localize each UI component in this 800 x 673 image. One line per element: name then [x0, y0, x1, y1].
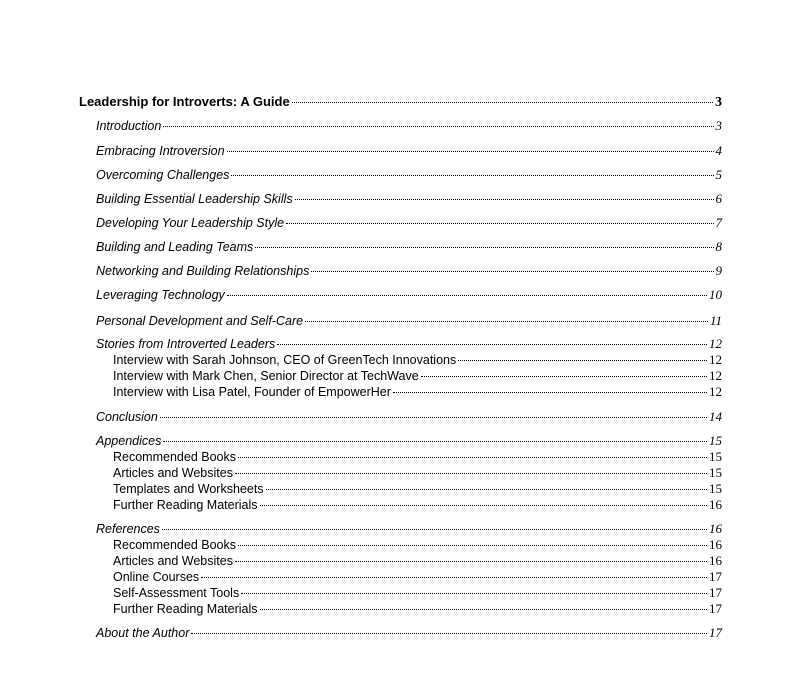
toc-entry-embracing-introversion[interactable] [96, 143, 722, 159]
toc-entry-leadership-style[interactable] [96, 215, 722, 231]
toc-entry-label: Networking and Building Relationships [96, 264, 310, 278]
toc-entry-label: Personal Development and Self-Care [96, 314, 304, 328]
toc-entry-label: Interview with Sarah Johnson, CEO of GreenTech Innovations [113, 353, 457, 367]
toc-subentry-reference-assessment[interactable] [113, 585, 722, 601]
dot-leader [292, 102, 713, 103]
dot-leader [235, 561, 707, 562]
dot-leader [238, 457, 707, 458]
toc-entry-page: 15 [709, 449, 722, 464]
toc-subentry-appendix-templates[interactable] [113, 481, 722, 497]
toc-entry-overcoming-challenges[interactable] [96, 167, 722, 183]
toc-entry-label: Building Essential Leadership Skills [96, 192, 293, 206]
toc-entry-label: Interview with Mark Chen, Senior Director at TechWave [113, 369, 419, 383]
toc-entry-leading-teams[interactable] [96, 239, 722, 255]
toc-entry-label: Embracing Introversion [96, 144, 225, 158]
dot-leader [266, 489, 707, 490]
toc-subentry-reference-books[interactable] [113, 537, 722, 553]
toc-entry-label: Articles and Websites [113, 554, 233, 568]
dot-leader [295, 199, 714, 200]
toc-entry-label: Leadership for Introverts: A Guide [79, 94, 290, 109]
toc-entry-label: Further Reading Materials [113, 602, 258, 616]
toc-entry-page: 15 [709, 481, 722, 496]
toc-entry-label: Developing Your Leadership Style [96, 216, 285, 230]
toc-entry-label: Interview with Lisa Patel, Founder of EmpowerHer [113, 385, 391, 399]
toc-entry-references[interactable] [96, 521, 722, 537]
dot-leader [255, 247, 713, 248]
toc-entry-label: Articles and Websites [113, 466, 233, 480]
toc-entry-page: 6 [715, 191, 722, 206]
toc-entry-label: Templates and Worksheets [113, 482, 264, 496]
toc-entry-page: 16 [709, 521, 722, 536]
toc-entry-label: Online Courses [113, 570, 200, 584]
toc-entry-page: 17 [709, 569, 722, 584]
toc-entry-page: 17 [709, 625, 722, 640]
toc-entry-leadership-skills[interactable] [96, 191, 722, 207]
toc-subentry-reference-further-reading[interactable] [113, 601, 722, 617]
toc-subentry-appendix-further-reading[interactable] [113, 497, 722, 513]
dot-leader [160, 417, 707, 418]
toc-entry-conclusion[interactable] [96, 409, 722, 425]
toc-entry-page: 11 [709, 313, 722, 328]
toc-entry-page: 16 [709, 553, 722, 568]
toc-entry-page: 5 [715, 167, 722, 182]
toc-entry-label: About the Author [96, 626, 190, 640]
toc-entry-page: 12 [709, 368, 722, 383]
toc-title-entry[interactable] [79, 94, 722, 111]
dot-leader [227, 151, 714, 152]
toc-entry-page: 15 [709, 465, 722, 480]
toc-entry-page: 12 [709, 352, 722, 367]
dot-leader [201, 577, 707, 578]
toc-entry-appendices[interactable] [96, 433, 722, 449]
toc-entry-page: 16 [709, 497, 722, 512]
toc-entry-page: 3 [715, 118, 722, 133]
toc-entry-page: 17 [709, 601, 722, 616]
toc-entry-label: Stories from Introverted Leaders [96, 337, 276, 351]
dot-leader [241, 593, 707, 594]
toc-entry-introduction[interactable] [96, 118, 722, 134]
toc-entry-page: 10 [709, 287, 722, 302]
toc-entry-page: 17 [709, 585, 722, 600]
dot-leader [421, 376, 707, 377]
dot-leader [277, 344, 707, 345]
toc-entry-page: 14 [709, 409, 722, 424]
toc-entry-label: Overcoming Challenges [96, 168, 230, 182]
toc-entry-leveraging-technology[interactable] [96, 287, 722, 303]
toc-entry-label: Building and Leading Teams [96, 240, 254, 254]
toc-entry-label: Appendices [96, 434, 162, 448]
dot-leader [393, 392, 707, 393]
toc-entry-page: 8 [715, 239, 722, 254]
toc-subentry-mark-chen[interactable] [113, 368, 722, 384]
toc-entry-label: Introduction [96, 119, 162, 133]
dot-leader [162, 529, 707, 530]
toc-subentry-sarah-johnson[interactable] [113, 352, 722, 368]
toc-entry-page: 3 [715, 95, 722, 110]
dot-leader [260, 505, 707, 506]
dot-leader [163, 126, 713, 127]
dot-leader [458, 360, 707, 361]
dot-leader [163, 441, 707, 442]
toc-subentry-lisa-patel[interactable] [113, 384, 722, 400]
dot-leader [286, 223, 713, 224]
toc-subentry-appendix-books[interactable] [113, 449, 722, 465]
dot-leader [227, 295, 707, 296]
dot-leader [311, 271, 713, 272]
toc-entry-personal-development[interactable] [96, 313, 722, 329]
dot-leader [238, 545, 707, 546]
toc-entry-page: 12 [709, 336, 722, 351]
dot-leader [191, 633, 707, 634]
toc-entry-label: Further Reading Materials [113, 498, 258, 512]
toc-subentry-reference-articles[interactable] [113, 553, 722, 569]
toc-entry-label: Self-Assessment Tools [113, 586, 240, 600]
toc-entry-label: Recommended Books [113, 538, 236, 552]
toc-entry-page: 16 [709, 537, 722, 552]
toc-subentry-appendix-articles[interactable] [113, 465, 722, 481]
toc-entry-page: 15 [709, 433, 722, 448]
toc-entry-page: 4 [715, 143, 722, 158]
toc-entry-label: References [96, 522, 160, 536]
toc-entry-stories[interactable] [96, 336, 722, 352]
toc-entry-label: Recommended Books [113, 450, 236, 464]
toc-entry-label: Conclusion [96, 410, 158, 424]
dot-leader [260, 609, 707, 610]
toc-entry-networking[interactable] [96, 263, 722, 279]
toc-entry-page: 12 [709, 384, 722, 399]
toc-entry-page: 7 [715, 215, 722, 230]
toc-entry-page: 9 [715, 263, 722, 278]
toc-entry-about-author[interactable] [96, 625, 722, 641]
dot-leader [305, 321, 708, 322]
toc-entry-label: Leveraging Technology [96, 288, 225, 302]
toc-subentry-reference-courses[interactable] [113, 569, 722, 585]
dot-leader [235, 473, 707, 474]
dot-leader [231, 175, 713, 176]
